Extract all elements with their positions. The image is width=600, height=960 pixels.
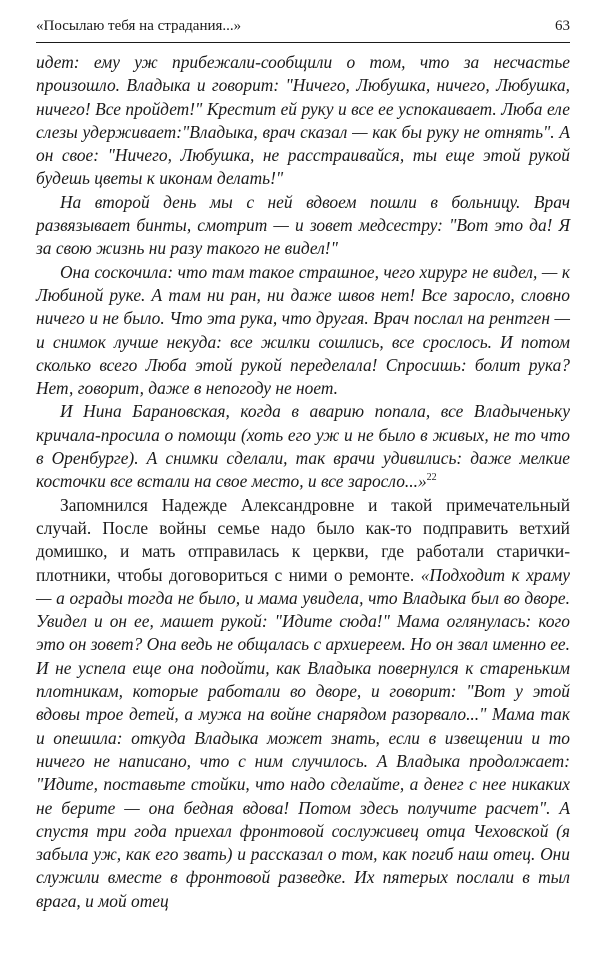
paragraph-4 xyxy=(36,400,570,493)
paragraph-text-quote: «Подходит к храму — а ограды тогда не было, и мама увидела, что Владыка был во дворе. Увидел и он ее, машет рукой: "Идите сюда!" Мама оглянулась: кого это он зовет? Она ведь не общалась с архиереем. Но он звал именно ее. И не успела еще она подойти, как Владыка повернулся к стареньким плотникам, которые работали во дворе, и говорит: "Вот у этой вдовы трое детей, а мужа на войне снарядом разорвало..." Мама так и опешила: откуда Владыка может знать, если в извещении и то ничего не написано, что с ним случилось. А Владыка продолжает: "Идите, поставьте стойки, что надо сделайте, а денег с нее никаких не берите — она бедная вдова! Потом здесь получите расчет". А спустя три года приехал фронтовой сослуживец отца Чеховской (я забыла уж, как его звать) и рассказал о том, как погиб наш отец. Они служили вместе в фронтовой разведке. Их пятерых послали в тыл врага, и мой отец xyxy=(36,564,570,911)
paragraph-text-regular: Запомнился Надежде Александровне и такой примечательный случай. После войны семье надо было как-то подправить ветхий домишко, и мать отправилась к церкви, где работали старички-плотники, чтобы договориться с ними о ремонте. xyxy=(36,494,570,585)
paragraph-text: идет: ему уж прибежали-сообщили о том, что за несчастье произошло. Владыка и говорит: "Ничего, Любушка, ничего, Любушка, ничего! Все пройдет!" Крестит ей руку и все ее успокаивает. Люба еле слезы удерживает:"Владыка, врач сказал — как бы руку не отнять". А он свое: "Ничего, Любушка, не расстраивайся, ты еще этой рукой будешь цветы к иконам делать!" xyxy=(36,52,570,189)
paragraph-text: Она соскочила: что там такое страшное, чего хирург не видел, — к Любиной руке. А там ни ран, ни даже швов нет! Все заросло, словно ничего и не было. Что эта рука, что другая. Врач послал на рентген — и снимок лучше некуда: все жилки сошлись, все срослось. И потом сколько всего Люба этой рукой переделала! Спросишь: болит рука? Нет, говорит, даже в непогоду не ноет. xyxy=(36,261,570,399)
running-title: «Посылаю тебя на страдания...» xyxy=(36,18,242,34)
book-page xyxy=(36,16,570,913)
footnote-reference[interactable]: 22 xyxy=(426,472,437,484)
paragraph-3 xyxy=(36,261,570,401)
paragraph-text: И Нина Барановская, когда в аварию попала, все Владыченьку кричала-просила о помощи (хоть его уж и не было в живых, не то что в Оренбурге). А снимки сделали, так врачи удивились: даже мелкие косточки все встали на свое место, и все заросло...» xyxy=(36,401,570,492)
page-number: 63 xyxy=(555,18,570,34)
paragraph-1 xyxy=(36,51,570,191)
running-head xyxy=(36,16,570,43)
paragraph-text: На второй день мы с ней вдвоем пошли в больницу. Врач развязывает бинты, смотрит — и зовет медсестру: "Вот это да! Я за свою жизнь ни разу такого не видел!" xyxy=(36,191,570,259)
body-text xyxy=(36,51,570,913)
paragraph-2 xyxy=(36,191,570,261)
paragraph-5 xyxy=(36,494,570,913)
